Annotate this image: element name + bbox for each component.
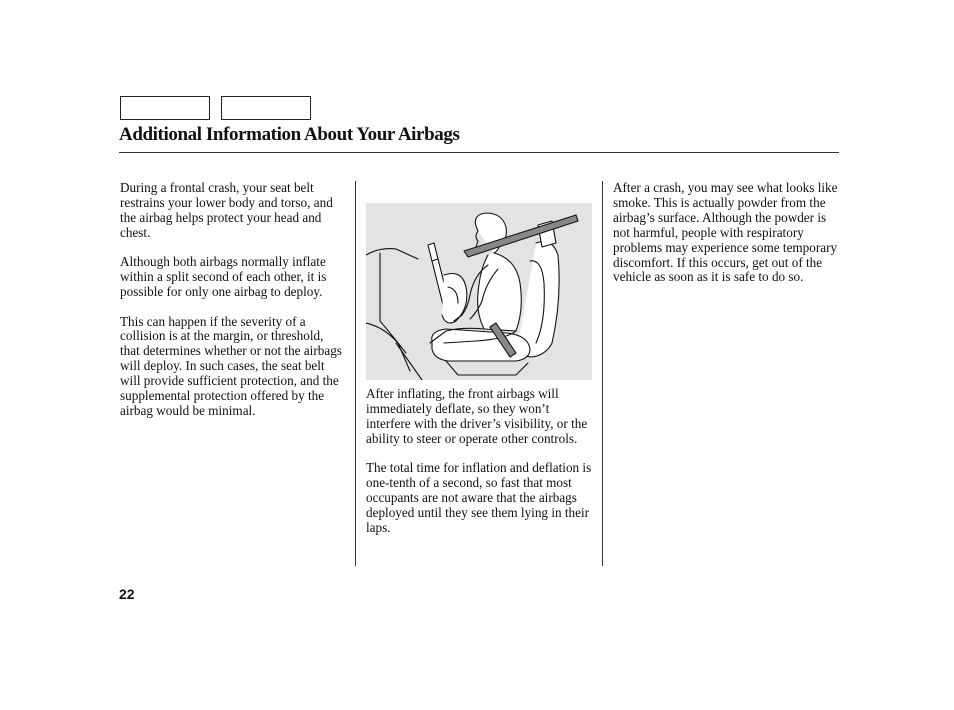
column-divider-2: [602, 181, 603, 566]
paragraph: Although both airbags normally inflate within a split second of each other, it is possible for only one airbag to deploy.: [120, 254, 327, 300]
title-rule: [119, 152, 839, 153]
nav-tab-box-2[interactable]: [221, 96, 311, 120]
page-number: 22: [119, 586, 135, 602]
paragraph: The total time for inflation and deflation is one-tenth of a second, so fast that most occupants are not aware that the airbags deployed until they see them lying in their laps.: [366, 460, 592, 535]
paragraph: After inflating, the front airbags will immediately deflate, so they won’t interfere with the driver’s visibility, or the ability to steer or operate other controls.: [366, 386, 588, 446]
column-divider-1: [355, 181, 356, 566]
middle-column: [366, 387, 594, 550]
paragraph: This can happen if the severity of a collision is at the margin, or threshold, that determines whether or not the airbags will deploy. In such cases, the seat belt will provide sufficient protection, and the supplemental protection offered by the airbag would be minimal.: [120, 313, 342, 418]
right-column: [613, 181, 839, 300]
page-title: Additional Information About Your Airbags: [119, 124, 460, 145]
paragraph: After a crash, you may see what looks like smoke. This is actually powder from the airbag’s surface. Although the powder is not harmful, people with respiratory problems may experience some temporary discomfort. If this occurs, get out of the vehicle as soon as it is safe to do so.: [613, 180, 838, 285]
left-column: [120, 181, 346, 433]
paragraph: During a frontal crash, your seat belt restrains your lower body and torso, and the airbag helps protect your head and chest.: [120, 180, 333, 240]
airbag-illustration: [366, 203, 592, 380]
nav-tab-box-1[interactable]: [120, 96, 210, 120]
